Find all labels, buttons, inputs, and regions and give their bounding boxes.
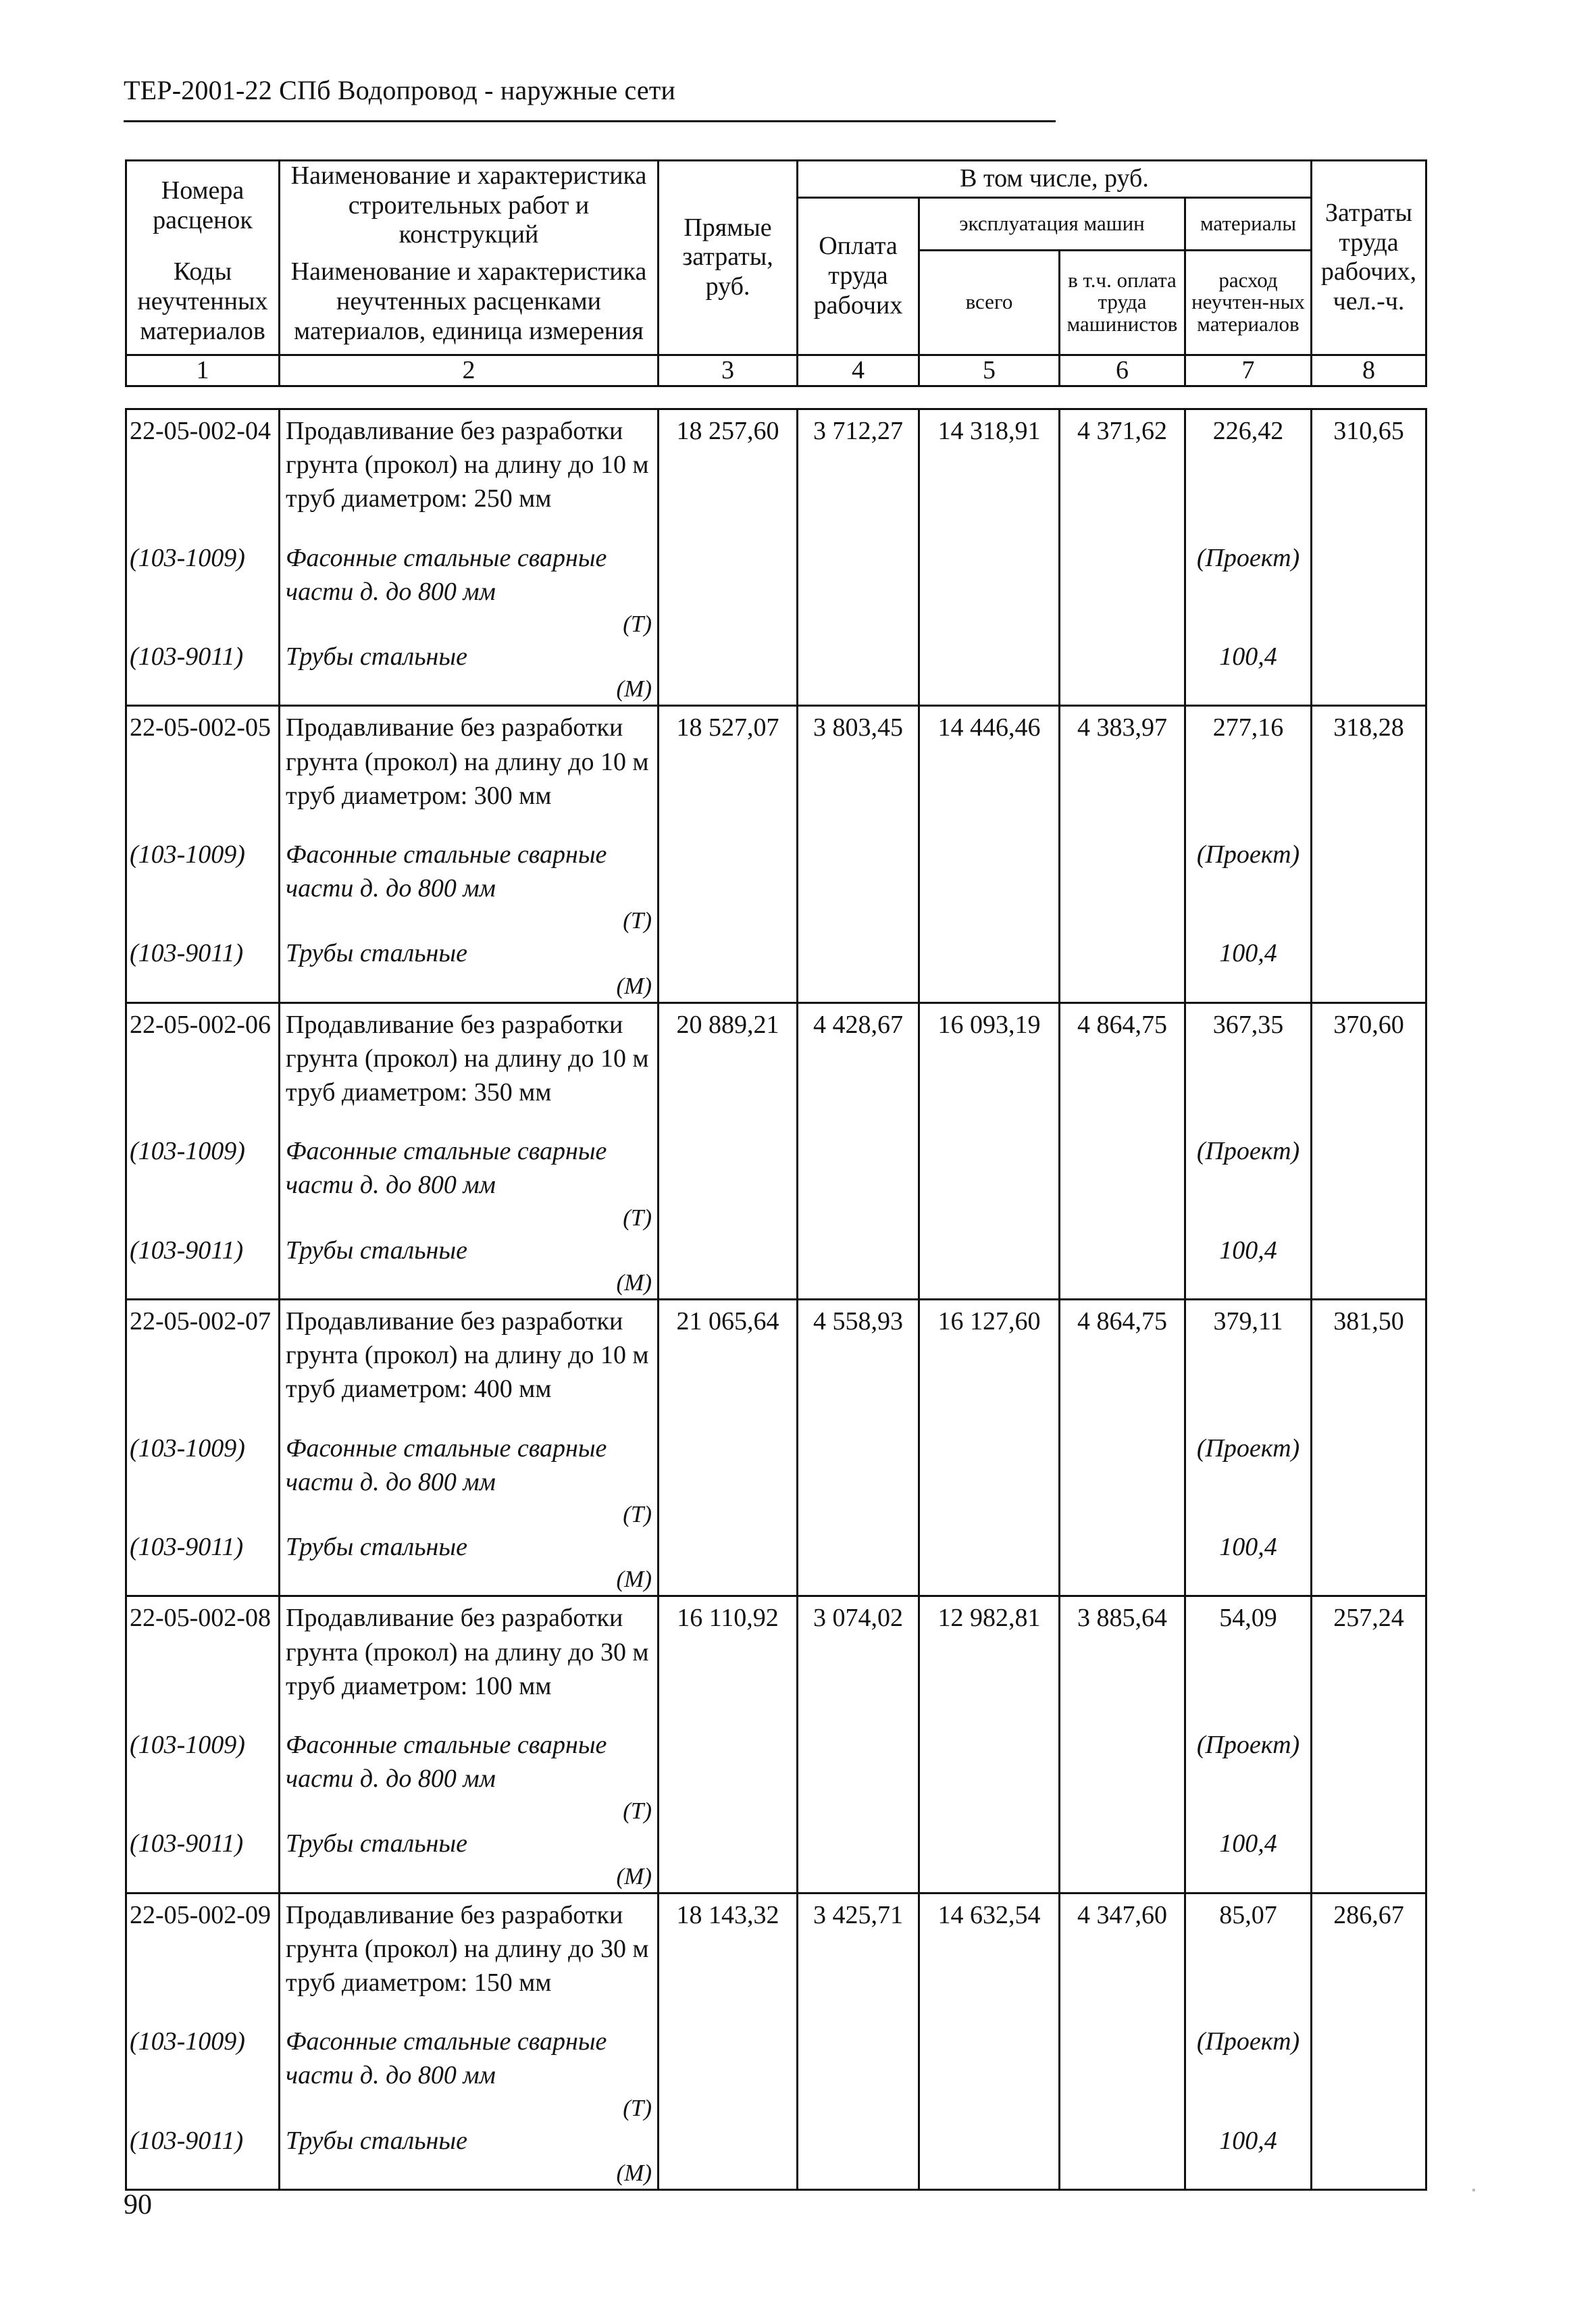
empty-cell: [659, 838, 798, 937]
empty-cell: [919, 1530, 1060, 1596]
material-code: (103-9011): [126, 936, 280, 1002]
column-number: 3: [659, 355, 798, 386]
rate-code: 22-05-002-07: [126, 1300, 280, 1431]
empty-cell: [659, 640, 798, 706]
material-row: [126, 640, 1426, 706]
material-row: [126, 838, 1426, 937]
empty-cell: [1312, 1234, 1426, 1300]
material-cell: [280, 541, 659, 640]
empty-cell: [659, 2025, 798, 2124]
material-row: [126, 1134, 1426, 1234]
operator-pay: 4 347,60: [1060, 1893, 1185, 2025]
material-cell: [280, 1234, 659, 1300]
material-tag: (М): [616, 972, 652, 999]
materials-cost: 367,35: [1185, 1002, 1312, 1134]
material-quantity: (Проект): [1185, 1134, 1312, 1234]
material-tag: (М): [616, 1269, 652, 1296]
machines-total: 14 318,91: [919, 409, 1060, 541]
column-number: 1: [126, 355, 280, 386]
header-machines: эксплуатация машин: [919, 198, 1185, 251]
material-quantity: (Проект): [1185, 1728, 1312, 1827]
rate-code: 22-05-002-06: [126, 1002, 280, 1134]
direct-costs: 16 110,92: [659, 1596, 798, 1728]
empty-cell: [1312, 936, 1426, 1002]
material-code: (103-1009): [126, 838, 280, 937]
operator-pay: 4 864,75: [1060, 1300, 1185, 1431]
material-tag: (М): [616, 2159, 652, 2186]
empty-cell: [659, 1431, 798, 1531]
empty-cell: [1060, 1134, 1185, 1234]
empty-cell: [1312, 640, 1426, 706]
empty-cell: [798, 541, 919, 640]
material-cell: [280, 640, 659, 706]
direct-costs: 20 889,21: [659, 1002, 798, 1134]
table-header: [125, 159, 1427, 387]
header-machines-total: всего: [919, 250, 1060, 355]
material-quantity: 100,4: [1185, 1827, 1312, 1893]
material-quantity: (Проект): [1185, 2025, 1312, 2124]
header-operator-pay: в т.ч. оплата труда машинистов: [1060, 250, 1185, 355]
material-name: Фасонные стальные сварные части д. до 800 мм: [286, 840, 607, 903]
material-quantity: 100,4: [1185, 1530, 1312, 1596]
material-cell: [280, 1134, 659, 1234]
column-number: 2: [280, 355, 659, 386]
table-row: [126, 1893, 1426, 2025]
empty-cell: [659, 936, 798, 1002]
labor-hours: 318,28: [1312, 706, 1426, 838]
worker-pay: 3 712,27: [798, 409, 919, 541]
material-row: [126, 2025, 1426, 2124]
empty-cell: [659, 2124, 798, 2190]
empty-cell: [798, 1728, 919, 1827]
header-labor-hours: Затраты труда рабочих, чел.-ч.: [1312, 161, 1426, 355]
material-row: [126, 2124, 1426, 2190]
empty-cell: [1060, 936, 1185, 1002]
material-tag: (Т): [623, 1500, 652, 1527]
empty-cell: [1312, 1827, 1426, 1893]
header-group: В том числе, руб.: [798, 161, 1312, 198]
material-code: (103-1009): [126, 1134, 280, 1234]
material-tag: (Т): [623, 1204, 652, 1231]
machines-total: 14 446,46: [919, 706, 1060, 838]
material-row: [126, 1431, 1426, 1531]
empty-cell: [919, 936, 1060, 1002]
empty-cell: [1312, 2124, 1426, 2190]
material-cell: [280, 1728, 659, 1827]
empty-cell: [1312, 1530, 1426, 1596]
header-unaccounted-materials: расход неучтен-ных материалов: [1185, 250, 1312, 355]
rate-code: 22-05-002-04: [126, 409, 280, 541]
empty-cell: [798, 1431, 919, 1531]
material-cell: [280, 1431, 659, 1531]
header-worker-pay: Оплата труда рабочих: [798, 198, 919, 355]
machines-total: 16 093,19: [919, 1002, 1060, 1134]
column-number: 6: [1060, 355, 1185, 386]
material-quantity: 100,4: [1185, 640, 1312, 706]
rate-code: 22-05-002-08: [126, 1596, 280, 1728]
table-row: [126, 1300, 1426, 1431]
empty-cell: [919, 1728, 1060, 1827]
materials-cost: 54,09: [1185, 1596, 1312, 1728]
header-direct-costs: Прямые затраты, руб.: [659, 161, 798, 355]
empty-cell: [798, 2124, 919, 2190]
materials-cost: 379,11: [1185, 1300, 1312, 1431]
empty-cell: [798, 838, 919, 937]
empty-cell: [798, 1530, 919, 1596]
page-title: ТЕР-2001-22 СПб Водопровод - наружные сети: [124, 75, 676, 105]
empty-cell: [798, 640, 919, 706]
empty-cell: [659, 1827, 798, 1893]
empty-cell: [1312, 541, 1426, 640]
material-code: (103-1009): [126, 2025, 280, 2124]
material-row: [126, 936, 1426, 1002]
empty-cell: [919, 838, 1060, 937]
operator-pay: 4 864,75: [1060, 1002, 1185, 1134]
material-cell: [280, 838, 659, 937]
empty-cell: [1312, 1728, 1426, 1827]
empty-cell: [1312, 1431, 1426, 1531]
material-row: [126, 1728, 1426, 1827]
materials-cost: 277,16: [1185, 706, 1312, 838]
rate-code: 22-05-002-05: [126, 706, 280, 838]
machines-total: 16 127,60: [919, 1300, 1060, 1431]
header-codes: Номера расценок: [126, 161, 280, 251]
material-row: [126, 1530, 1426, 1596]
empty-cell: [1060, 1530, 1185, 1596]
column-number: 4: [798, 355, 919, 386]
empty-cell: [1312, 1134, 1426, 1234]
material-cell: [280, 936, 659, 1002]
material-tag: (Т): [623, 2094, 652, 2121]
title-divider: [124, 120, 1056, 122]
material-code: (103-9011): [126, 2124, 280, 2190]
material-quantity: (Проект): [1185, 838, 1312, 937]
header-work-name: Наименование и характеристика строительных работ и конструкций: [280, 161, 659, 251]
empty-cell: [919, 1134, 1060, 1234]
material-cell: [280, 2025, 659, 2124]
material-name: Трубы стальные: [286, 1533, 467, 1562]
direct-costs: 18 143,32: [659, 1893, 798, 2025]
material-name: Фасонные стальные сварные части д. до 800 мм: [286, 2027, 607, 2090]
empty-cell: [1312, 838, 1426, 937]
material-code: (103-9011): [126, 1827, 280, 1893]
empty-cell: [798, 1134, 919, 1234]
empty-cell: [798, 1234, 919, 1300]
material-name: Фасонные стальные сварные части д. до 800 мм: [286, 1730, 607, 1794]
worker-pay: 4 428,67: [798, 1002, 919, 1134]
column-number: 7: [1185, 355, 1312, 386]
material-tag: (М): [616, 1862, 652, 1889]
machines-total: 12 982,81: [919, 1596, 1060, 1728]
work-name: Продавливание без разработки грунта (прокол) на длину до 30 м труб диаметром: 100 мм: [280, 1596, 659, 1728]
material-code: (103-1009): [126, 1431, 280, 1531]
material-quantity: 100,4: [1185, 936, 1312, 1002]
empty-cell: [1060, 640, 1185, 706]
empty-cell: [919, 1827, 1060, 1893]
empty-cell: [1060, 1431, 1185, 1531]
material-tag: (Т): [623, 1798, 652, 1825]
empty-cell: [798, 2025, 919, 2124]
material-code: (103-9011): [126, 640, 280, 706]
material-row: [126, 1827, 1426, 1893]
worker-pay: 3 074,02: [798, 1596, 919, 1728]
material-row: [126, 541, 1426, 640]
empty-cell: [1060, 1728, 1185, 1827]
empty-cell: [919, 541, 1060, 640]
material-code: (103-1009): [126, 1728, 280, 1827]
material-quantity: 100,4: [1185, 2124, 1312, 2190]
empty-cell: [919, 1431, 1060, 1531]
machines-total: 14 632,54: [919, 1893, 1060, 2025]
table-row: [126, 1596, 1426, 1728]
empty-cell: [919, 2025, 1060, 2124]
empty-cell: [919, 2124, 1060, 2190]
operator-pay: 4 383,97: [1060, 706, 1185, 838]
material-code: (103-9011): [126, 1530, 280, 1596]
material-name: Фасонные стальные сварные части д. до 800 мм: [286, 1433, 607, 1496]
material-name: Трубы стальные: [286, 642, 467, 671]
material-name: Фасонные стальные сварные части д. до 800 мм: [286, 1137, 607, 1200]
materials-cost: 226,42: [1185, 409, 1312, 541]
labor-hours: 370,60: [1312, 1002, 1426, 1134]
empty-cell: [1060, 1234, 1185, 1300]
direct-costs: 18 257,60: [659, 409, 798, 541]
material-cell: [280, 2124, 659, 2190]
material-tag: (Т): [623, 907, 652, 934]
material-tag: (Т): [623, 610, 652, 637]
empty-cell: [659, 1134, 798, 1234]
table-row: [126, 409, 1426, 541]
material-quantity: (Проект): [1185, 541, 1312, 640]
empty-cell: [919, 1234, 1060, 1300]
header-material-codes: Коды неучтенных материалов: [126, 250, 280, 355]
material-cell: [280, 1827, 659, 1893]
empty-cell: [1060, 838, 1185, 937]
worker-pay: 4 558,93: [798, 1300, 919, 1431]
material-cell: [280, 1530, 659, 1596]
material-name: Трубы стальные: [286, 1829, 467, 1858]
material-name: Фасонные стальные сварные части д. до 800 мм: [286, 543, 607, 606]
material-code: (103-1009): [126, 541, 280, 640]
empty-cell: [659, 541, 798, 640]
material-name: Трубы стальные: [286, 1236, 467, 1265]
empty-cell: [659, 1530, 798, 1596]
material-tag: (М): [616, 676, 652, 703]
operator-pay: 4 371,62: [1060, 409, 1185, 541]
material-tag: (М): [616, 1566, 652, 1593]
empty-cell: [1060, 1827, 1185, 1893]
rates-table: [125, 408, 1427, 2191]
labor-hours: 381,50: [1312, 1300, 1426, 1431]
empty-cell: [1060, 2025, 1185, 2124]
material-name: Трубы стальные: [286, 2126, 467, 2155]
worker-pay: 3 803,45: [798, 706, 919, 838]
table-row: [126, 1002, 1426, 1134]
header-material-name: Наименование и характеристика неучтенных расценками материалов, единица измерения: [280, 250, 659, 355]
header-materials: материалы: [1185, 198, 1312, 251]
work-name: Продавливание без разработки грунта (прокол) на длину до 10 м труб диаметром: 400 мм: [280, 1300, 659, 1431]
material-name: Трубы стальные: [286, 939, 467, 968]
table-row: [126, 706, 1426, 838]
work-name: Продавливание без разработки грунта (прокол) на длину до 30 м труб диаметром: 150 мм: [280, 1893, 659, 2025]
rate-code: 22-05-002-09: [126, 1893, 280, 2025]
worker-pay: 3 425,71: [798, 1893, 919, 2025]
scan-speck: [1472, 2189, 1475, 2191]
direct-costs: 18 527,07: [659, 706, 798, 838]
empty-cell: [659, 1234, 798, 1300]
labor-hours: 286,67: [1312, 1893, 1426, 2025]
operator-pay: 3 885,64: [1060, 1596, 1185, 1728]
empty-cell: [919, 640, 1060, 706]
empty-cell: [798, 1827, 919, 1893]
material-code: (103-9011): [126, 1234, 280, 1300]
work-name: Продавливание без разработки грунта (прокол) на длину до 10 м труб диаметром: 250 мм: [280, 409, 659, 541]
column-number: 5: [919, 355, 1060, 386]
material-quantity: (Проект): [1185, 1431, 1312, 1531]
empty-cell: [798, 936, 919, 1002]
empty-cell: [659, 1728, 798, 1827]
labor-hours: 310,65: [1312, 409, 1426, 541]
labor-hours: 257,24: [1312, 1596, 1426, 1728]
empty-cell: [1060, 541, 1185, 640]
work-name: Продавливание без разработки грунта (прокол) на длину до 10 м труб диаметром: 300 мм: [280, 706, 659, 838]
materials-cost: 85,07: [1185, 1893, 1312, 2025]
empty-cell: [1312, 2025, 1426, 2124]
material-row: [126, 1234, 1426, 1300]
column-number: 8: [1312, 355, 1426, 386]
material-quantity: 100,4: [1185, 1234, 1312, 1300]
empty-cell: [1060, 2124, 1185, 2190]
direct-costs: 21 065,64: [659, 1300, 798, 1431]
page-number: 90: [124, 2189, 152, 2220]
work-name: Продавливание без разработки грунта (прокол) на длину до 10 м труб диаметром: 350 мм: [280, 1002, 659, 1134]
